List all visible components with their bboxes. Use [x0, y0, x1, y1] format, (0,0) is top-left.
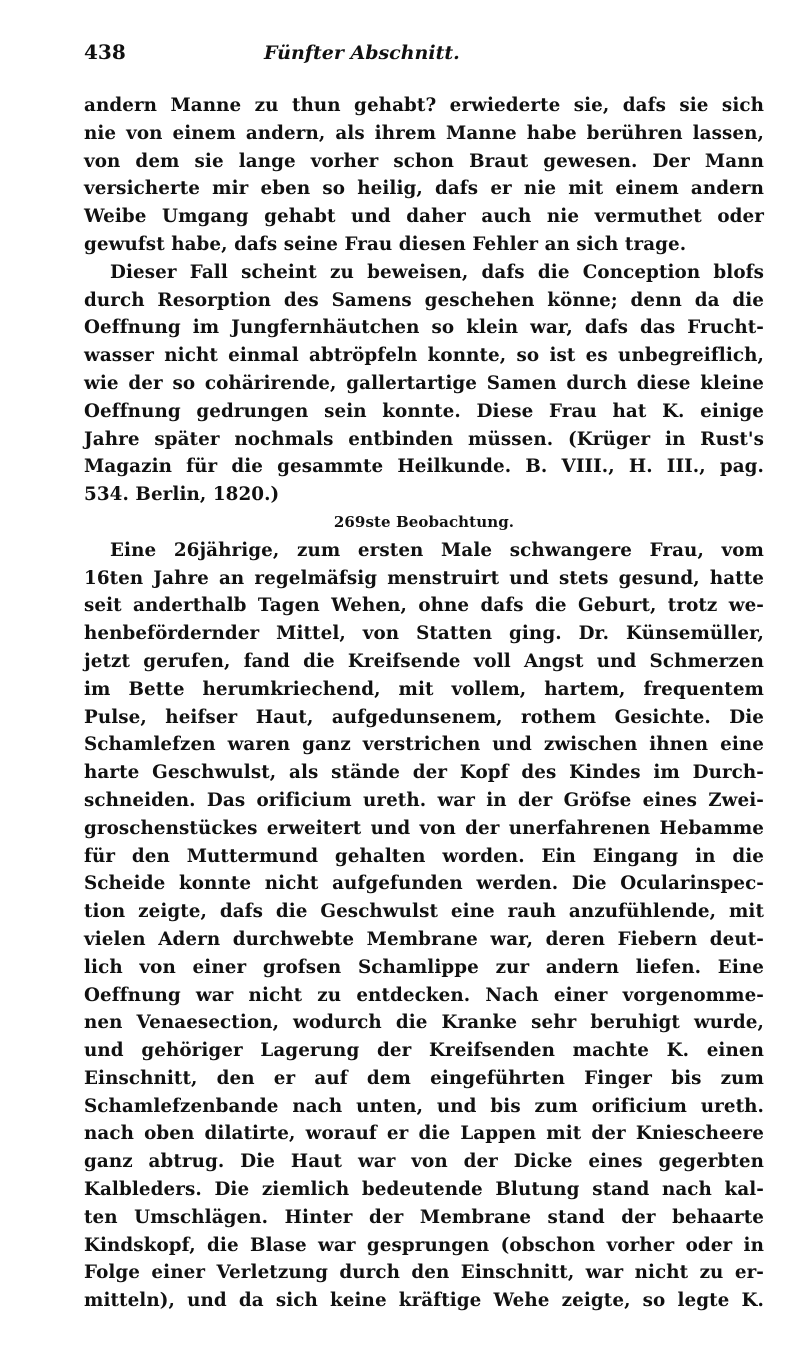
- text-line: Folge einer Verletzung durch den Einschnitt, war nicht zu er-: [84, 1262, 764, 1284]
- body-text: [84, 92, 764, 1315]
- text-line: Kindskopf, die Blase war gesprungen (obschon vorher oder in: [84, 1234, 764, 1256]
- observation-heading: 269ste Beobachtung.: [333, 512, 515, 531]
- text-line: Dieser Fall scheint zu beweisen, dafs die Conception blofs: [110, 261, 764, 283]
- text-line: Weibe Umgang gehabt und daher auch nie vermuthet oder: [84, 206, 764, 228]
- text-line: seit anderthalb Tagen Wehen, ohne dafs die Geburt, trotz we-: [84, 595, 764, 617]
- text-line: nach oben dilatirte, worauf er die Lappen mit der Kniescheere: [84, 1123, 764, 1145]
- text-line: tion zeigte, dafs die Geschwulst eine rauh anzufühlende, mit: [84, 901, 764, 923]
- text-line: andern Manne zu thun gehabt? erwiederte sie, dafs sie sich: [84, 95, 764, 116]
- text-line: lich von einer grofsen Schamlippe zur andern liefen. Eine: [84, 956, 764, 978]
- text-line: Eine 26jährige, zum ersten Male schwangere Frau, vom: [110, 539, 764, 561]
- text-line: wasser nicht einmal abtröpfeln konnte, so ist es unbegreiflich,: [84, 345, 764, 367]
- text-line: wie der so cohärirende, gallertartige Samen durch diese kleine: [84, 372, 764, 394]
- text-line: Kalbleders. Die ziemlich bedeutende Blutung stand nach kal-: [84, 1179, 764, 1201]
- page-number: 438: [84, 40, 126, 64]
- text-line: Einschnitt, den er auf dem eingeführten Finger bis zum: [84, 1067, 764, 1089]
- text-line: Magazin für die gesammte Heilkunde. B. VIII., H. III., pag.: [84, 456, 764, 478]
- text-line: Oeffnung im Jungfernhäutchen so klein war, dafs das Frucht-: [84, 317, 764, 339]
- text-line: durch Resorption des Samens geschehen könne; denn da die: [84, 289, 764, 311]
- text-line: und gehöriger Lagerung der Kreifsenden machte K. einen: [84, 1040, 764, 1062]
- text-line: Jahre später nochmals entbinden müssen. (Krüger in Rust's: [84, 428, 764, 450]
- text-line: schneiden. Das orificium ureth. war in der Gröfse eines Zwei-: [84, 789, 764, 811]
- text-line: ganz abtrug. Die Haut war von der Dicke eines gegerbten: [84, 1151, 764, 1173]
- running-head: Fünfter Abschnitt.: [264, 42, 460, 64]
- text-line: harte Geschwulst, als stände der Kopf des Kindes im Durch-: [84, 762, 764, 784]
- text-line: henbefördernder Mittel, von Statten ging. Dr. Künsemüller,: [84, 623, 764, 645]
- text-line: Oeffnung war nicht zu entdecken. Nach einer vorgenomme-: [84, 984, 764, 1006]
- text-line: mitteln), und da sich keine kräftige Wehe zeigte, so legte K.: [84, 1290, 764, 1312]
- text-line: 16ten Jahre an regelmäfsig menstruirt und stets gesund, hatte: [84, 567, 764, 589]
- book-page: [84, 40, 764, 1315]
- text-line: für den Muttermund gehalten worden. Ein Eingang in die: [84, 845, 764, 867]
- text-line: von dem sie lange vorher schon Braut gewesen. Der Mann: [84, 150, 764, 172]
- text-line: 534. Berlin, 1820.): [84, 484, 280, 506]
- text-line: nen Venaesection, wodurch die Kranke sehr beruhigt wurde,: [84, 1012, 764, 1034]
- text-line: groschenstückes erweitert und von der unerfahrenen Hebamme: [84, 817, 764, 839]
- text-line: im Bette herumkriechend, mit vollem, hartem, frequentem: [84, 678, 764, 700]
- text-line: Schamlefzen waren ganz verstrichen und zwischen ihnen eine: [84, 734, 764, 756]
- text-line: nie von einem andern, als ihrem Manne habe berühren lassen,: [84, 122, 764, 144]
- text-line: versicherte mir eben so heilig, dafs er nie mit einem andern: [84, 178, 764, 200]
- text-line: Oeffnung gedrungen sein konnte. Diese Frau hat K. einige: [84, 400, 764, 422]
- text-line: ten Umschlägen. Hinter der Membrane stand der behaarte: [84, 1206, 764, 1228]
- text-line: Schamlefzenbande nach unten, und bis zum orificium ureth.: [84, 1095, 764, 1117]
- text-line: Scheide konnte nicht aufgefunden werden. Die Ocularinspec-: [84, 873, 764, 895]
- text-line: vielen Adern durchwebte Membrane war, deren Fiebern deut-: [84, 928, 764, 950]
- page-header: [84, 40, 764, 70]
- text-line: jetzt gerufen, fand die Kreifsende voll Angst und Schmerzen: [84, 650, 764, 672]
- text-line: gewufst habe, dafs seine Frau diesen Fehler an sich trage.: [84, 233, 687, 255]
- text-line: Pulse, heifser Haut, aufgedunsenem, rothem Gesichte. Die: [84, 706, 764, 728]
